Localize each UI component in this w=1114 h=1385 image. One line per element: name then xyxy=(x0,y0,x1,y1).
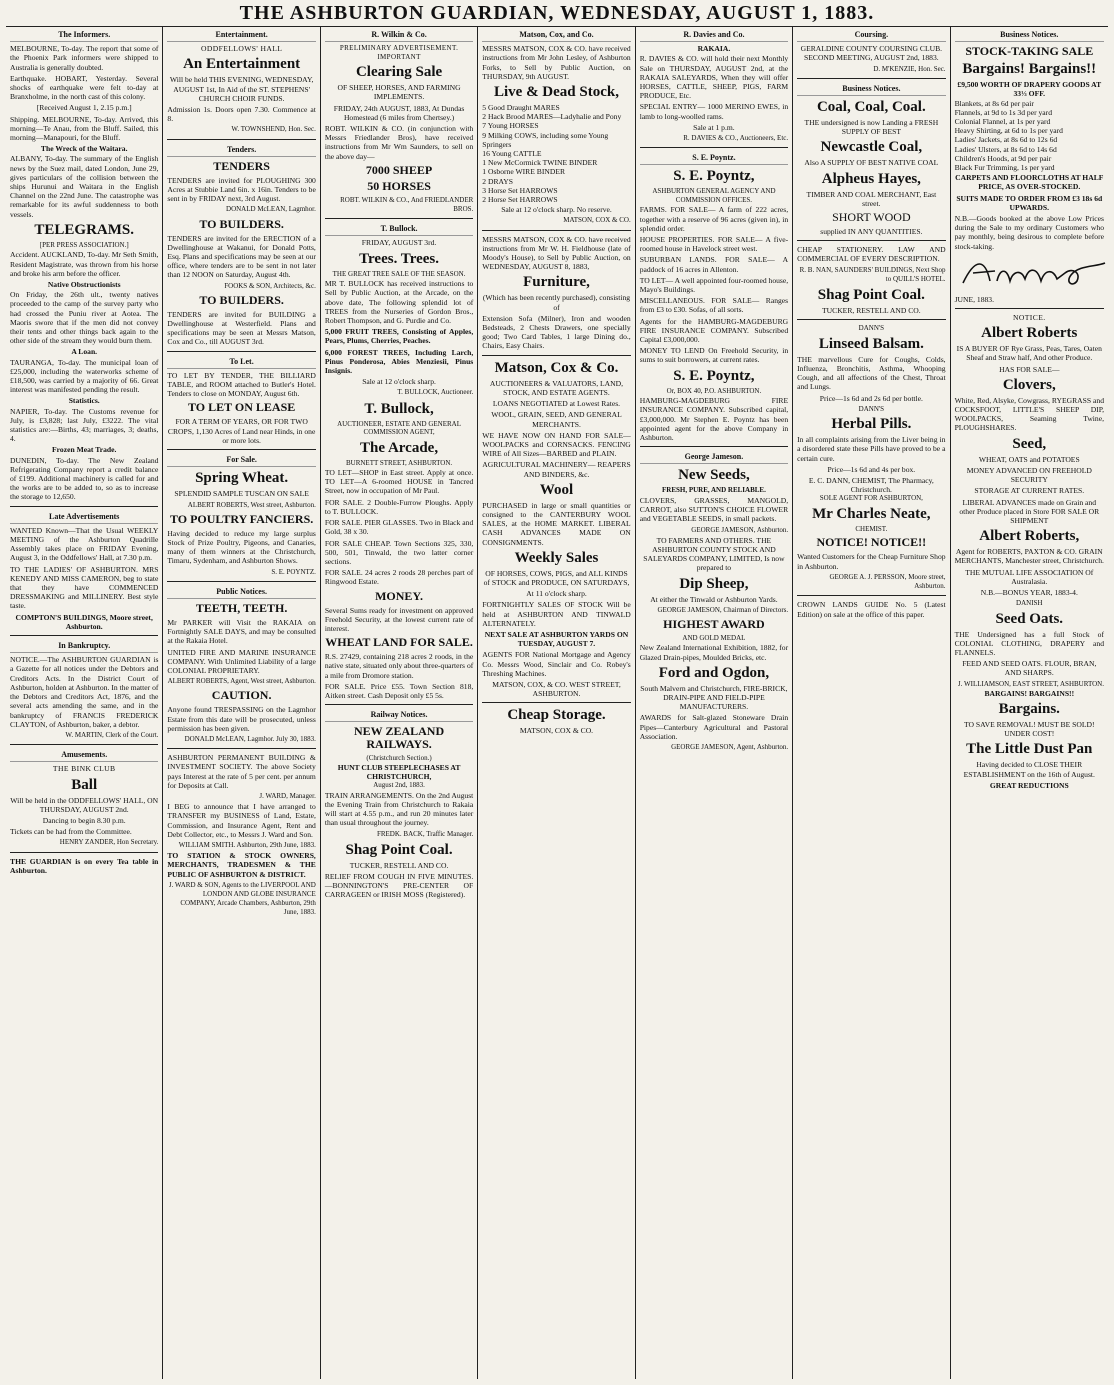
ad-headline: TENDERS xyxy=(213,158,270,173)
signature-text: W. MARTIN, Clerk of the Court. xyxy=(65,730,159,739)
list-item: Flannels, at 9d to 1s 3d per yard xyxy=(954,107,1052,117)
ad-line: FRESH, PURE, AND RELIABLE. xyxy=(661,486,766,495)
ad-headline: SHORT WOOD xyxy=(832,210,911,225)
ad-headline: Wool xyxy=(539,481,574,498)
ad-headline: Furniture, xyxy=(523,274,590,291)
article-title: Frozen Meat Trade. xyxy=(52,445,117,455)
ad-headline: New Seeds, xyxy=(678,467,750,484)
ad-text: HAS FOR SALE— xyxy=(999,364,1060,374)
ad-text: Having decided to reduce my large surplus Stock of Prize Poultry, Pigeons, and Canaries, many of them winners at the Christchurch, Timaru, Sydenham, and Ashburton Shows. xyxy=(167,528,316,566)
section-heading: R. Davies and Co. xyxy=(640,29,788,42)
ad-headline: Bargains. xyxy=(998,701,1060,718)
list-item: 1 Osborne WIRE BINDER xyxy=(482,167,566,177)
ad-text: FOR SALE. Price £55. Town Section 818, Aitken street. Cash Deposit only £5 5s. xyxy=(324,681,474,700)
ad-text: CROWN LANDS GUIDE No. 5 (Latest Edition) on sale at the office of this paper. xyxy=(797,600,946,619)
column-5 xyxy=(636,27,793,1379)
section-heading: Amusements. xyxy=(10,749,158,762)
section-heading: To Let. xyxy=(167,356,315,369)
section-heading: Coursing. xyxy=(797,29,945,42)
ad-text: In all complaints arising from the Liver being in a disordered state these Pills have proved to be a certain cure. xyxy=(797,435,946,463)
ad-text: MESSRS MATSON, COX & CO. have received instructions from Mr John Lesley, of Ashburton Forks, to Sell by Public Auction, on THURSDAY, 9th AUGUST. xyxy=(482,44,631,81)
ad-line: Or, BOX 40, P.O. ASHBURTON. xyxy=(666,386,762,395)
ad-text: UNITED FIRE AND MARINE INSURANCE COMPANY. With Unlimited Liability of a large COLONIAL PROPRIETARY. xyxy=(167,647,316,675)
ad-text: Several Sums ready for investment on approved Freehold Security, at the lowest current rate of interest. xyxy=(324,605,474,633)
ad-text: THE MUTUAL LIFE ASSOCIATION Of Australasia. xyxy=(965,567,1094,586)
ad-text: White, Red, Alsyke, Cowgrass, RYEGRASS and COCKSFOOT, LITTLE'S SHEEP DIP, WOOLPACKS, Seaming Twine, PLOUGHSHARES. xyxy=(954,395,1104,433)
ad-text: CHEAP STATIONERY. LAW AND COMMERCIAL OF EVERY DESCRIPTION. xyxy=(797,245,946,264)
ad-text: TENDERS are invited for PLOUGHING 300 Acres at Stubbie Land 6in. x 16in. Tenders to be sent in by FRIDAY next, 3rd August. xyxy=(167,175,316,204)
list-item: 2 Hack Brood MARES—Ladyhalie and Pony xyxy=(482,112,622,122)
ad-line: AND GOLD MEDAL xyxy=(682,633,746,642)
section-heading: T. Bullock. xyxy=(325,223,473,236)
list-item: 2 Horse Set HARROWS xyxy=(482,195,558,205)
ad-text: WOOL, GRAIN, SEED, AND GENERAL MERCHANTS. xyxy=(491,410,622,429)
ad-headline: Shag Point Coal. xyxy=(345,841,453,858)
ad-text: Agent for ROBERTS, PAXTON & CO. GRAIN MERCHANTS, Manchester street, Christchurch. xyxy=(954,547,1104,566)
signature-text: GEORGE JAMESON, Ashburton. xyxy=(691,525,789,534)
ad-text: LOANS NEGOTIATED at Lowest Rates. xyxy=(492,399,621,409)
list-item: Children's Hoods, at 9d per pair xyxy=(954,153,1052,163)
ad-text: PURCHASED in large or small quantities or consigned to the CANTERBURY WOOL SALES, at the HOME MARKET. LIBERAL CASH ADVANCES MADE ON CONSIGNMENTS. xyxy=(482,500,631,547)
section-heading: Entertainment. xyxy=(167,29,315,42)
ad-text: Anyone found TRESPASSING on the Lagmhor Estate from this date will be prosecuted, unless permission has been given. xyxy=(167,705,316,733)
ad-text: FARMS. FOR SALE— A farm of 222 acres, together with a reserve of 96 acres (given in), in splendid order. xyxy=(639,205,789,233)
ad-text: RELIEF FROM COUGH IN FIVE MINUTES.—BONNINGTON'S PRE-CENTER OF CARRAGEEN or IRISH MOSS (Registered). xyxy=(324,871,474,900)
ad-headline: NOTICE! NOTICE!! xyxy=(816,535,927,550)
list-item: 2 DRAYS xyxy=(482,176,514,186)
ad-text: THE Undersigned has a full Stock of COLONIAL CLOTHING, DRAPERY and FLANNELS. xyxy=(954,629,1104,658)
list-item: 16 Young CATTLE xyxy=(482,149,542,159)
signature-text: J. WARD & SON, Agents to the LIVERPOOL AND LONDON AND GLOBE INSURANCE COMPANY, Arcade Chambers, Ashburton, 29th June, 1883. xyxy=(168,880,316,917)
ad-text: Agents for the HAMBURG-MAGDEBURG FIRE INSURANCE COMPANY. Subscribed Capital £3,000,000. xyxy=(639,316,789,345)
ad-text: MESSRS MATSON, COX & CO. have received instructions from Mr W. H. Fieldhouse (late of Moody's House), to Sell by Public Auction, on WEDNESDAY, AUGUST 8, 1883, xyxy=(482,234,631,272)
news-item: Earthquake. HOBART, Yesterday. Several shocks of earthquake were felt to-day at Branxholme, in the north cast of this colony. xyxy=(10,73,159,102)
ad-text: TENDERS are invited for BUILDING a Dwellinghouse at Westerfield. Plans and specifications may be seen at Messrs Matson, Cox and Co., till AUGUST 3rd. xyxy=(167,309,316,347)
article-text: TAURANGA, To-day. The municipal loan of £25,000, including the waterworks scheme of £18,500, was carried by a majority of 66. Great interest was manifested pending the result. xyxy=(10,357,159,395)
ad-text: New Zealand International Exhibition, 1882, for Glazed Drain-pipes, Moulded Bricks, etc. xyxy=(639,643,789,662)
column-7 xyxy=(951,27,1108,1379)
ad-text: TO STATION & STOCK OWNERS, MERCHANTS, TRADESMEN & THE PUBLIC OF ASHBURTON & DISTRICT. xyxy=(167,851,316,879)
signature-text: R. B. NAN, SAUNDERS' BUILDINGS, Next Shop to QUILL'S HOTEL. xyxy=(799,265,946,283)
ad-text: At 11 o'clock sharp. xyxy=(526,589,587,599)
list-item: 7 Young HORSES xyxy=(482,121,539,131)
telegrams-title: TELEGRAMS. xyxy=(34,221,135,238)
ad-text: Will be held in the ODDFELLOWS' HALL, ON THURSDAY, AUGUST 2nd. xyxy=(10,795,159,814)
ad-text: OF HORSES, COWS, PIGS, and ALL KINDS of STOCK and PRODUCE, ON SATURDAYS, xyxy=(483,568,630,587)
ad-headline: MONEY. xyxy=(375,588,424,603)
ad-line: DANISH xyxy=(1016,599,1043,608)
ad-text: AUCTIONEERS & VALUATORS, LAND, STOCK, AND ESTATE AGENTS. xyxy=(489,378,624,397)
signature-text: FOOKS & SON, Architects, &c. xyxy=(224,281,316,290)
signature-text: ROBT. WILKIN & CO., And FRIEDLANDER BROS. xyxy=(340,195,474,214)
list-item: Blankets, at 8s 6d per pair xyxy=(954,98,1034,108)
signature-text: ALBERT ROBERTS, West street, Ashburton. xyxy=(187,500,316,509)
section-heading: The Informers. xyxy=(10,29,158,42)
article-text: ALBANY, To-day. The summary of the English news by the Suez mail, dated London, June 29, gives particulars of the collision between the ships Hurunui and Waitara in the English Channel on the 22nd June. The catastrophe was remarkable for its awful suddenness to both vessels. xyxy=(10,154,159,219)
ad-line: THE BINK CLUB xyxy=(52,764,116,774)
signature-text: GEORGE JAMESON, Chairman of Directors. xyxy=(657,605,789,614)
ad-headline: The Little Dust Pan xyxy=(966,741,1093,758)
ad-text: THE undersigned is now Landing a FRESH SUPPLY OF BEST xyxy=(804,118,939,137)
ad-headline: Ford and Ogdon, xyxy=(658,664,770,681)
ad-headline: The Arcade, xyxy=(360,439,439,456)
ad-headline: Mr Charles Neate, xyxy=(812,505,931,522)
list-item: 5 Good Draught MARES xyxy=(482,103,560,113)
signature-text: DONALD McLEAN, Lagmhor. July 30, 1883. xyxy=(184,734,316,743)
ad-headline: Shag Point Coal. xyxy=(817,287,925,304)
ad-headline: An Entertainment xyxy=(183,56,301,73)
ad-text: GERALDINE COUNTY COURSING CLUB. SECOND MEETING, AUGUST 2nd, 1883. xyxy=(800,44,943,63)
ad-headline: Bargains! Bargains!! xyxy=(962,61,1097,78)
article-title: A Loan. xyxy=(71,347,98,357)
ad-text: FEED AND SEED OATS. FLOUR, BRAN, AND SHARPS. xyxy=(962,659,1097,678)
ad-line: IMPORTANT xyxy=(377,52,421,61)
signature-text: MATSON, COX, & CO. WEST STREET, ASHBURTON. xyxy=(492,679,621,699)
ad-headline: Coal, Coal, Coal. xyxy=(816,99,926,116)
article-text: On Friday, the 26th ult., twenty natives proceeded to the camp of the survey party who had crossed the Puniu river at Aotea. The Maoris swore that if the men did not convey their tents and other things back again to the other side of the stream they would burn them. xyxy=(10,290,159,346)
ad-text: Wanted Customers for the Cheap Furniture Shop in Ashburton. xyxy=(797,552,946,571)
signature-text: HENRY ZANDER, Hon Secretary. xyxy=(59,838,159,847)
ad-text: CLOVERS, GRASSES, MANGOLD, CARROT, also SUTTON'S CHOICE FLOWER and VEGETABLE SEEDS, in small packets. xyxy=(639,495,789,524)
ad-headline: Live & Dead Stock, xyxy=(493,84,619,101)
ad-text: WE HAVE NOW ON HAND FOR SALE— WOOLPACKS and CORNSACKS. FENCING WIRE of All Sizes—BARBED and PLAIN. xyxy=(482,430,631,459)
telegrams-sub: [PER PRESS ASSOCIATION.] xyxy=(39,240,129,249)
ad-line: ODDFELLOWS' HALL xyxy=(200,44,283,54)
signature-text: MATSON, COX & CO. xyxy=(563,216,631,225)
section-heading: Business Notices. xyxy=(955,29,1104,42)
ad-text: IS A BUYER OF Rye Grass, Peas, Tares, Oaten Sheaf and Straw half, And other Produce. xyxy=(956,344,1102,363)
section-heading: George Jameson. xyxy=(640,451,788,464)
ad-text: TUCKER, RESTELL AND CO. xyxy=(822,306,921,316)
section-heading: Late Advertisements xyxy=(10,511,158,524)
list-item: 9 Milking COWS, including some Young Springers xyxy=(482,130,609,149)
column-2 xyxy=(163,27,320,1379)
news-item: MELBOURNE, To-day. The report that some of the Phoenix Park informers were shipped to Australia is generally doubted. xyxy=(10,44,159,72)
ad-text: HOUSE PROPERTIES. FOR SALE— A five-roomed house in Havelock street west. xyxy=(639,235,789,254)
news-item: Shipping. MELBOURNE, To-day. Arrived, this morning—Te Anau, from the Bluff. Sailed, this morning—Manapouri, for the Bluff. xyxy=(10,114,159,143)
ad-text: FORTNIGHTLY SALES OF STOCK Will be held at ASHBURTON AND TINWALD ALTERNATELY. xyxy=(482,600,631,628)
ad-line: PRELIMINARY ADVERTISEMENT. xyxy=(339,44,459,53)
ad-text: Will be held THIS EVENING, WEDNESDAY, AUGUST 1st, In Aid of the ST. STEPHENS' CHURCH CHOIR FUNDS. xyxy=(169,75,314,103)
list-item: 3 Horse Set HARROWS xyxy=(482,185,558,195)
signature-text: S. E. POYNTZ. xyxy=(271,567,316,576)
ad-line: DANN'S xyxy=(858,324,885,333)
ad-text: Also A SUPPLY OF BEST NATIVE COAL xyxy=(804,158,939,168)
ad-text: FRIDAY, 24th AUGUST, 1883, At Dundas Homestead (6 miles from Chertsey.) xyxy=(333,103,465,122)
ad-text: STORAGE AT CURRENT RATES. xyxy=(974,486,1085,496)
date-line: JUNE, 1883. xyxy=(954,294,995,304)
ad-text: Extension Sofa (Milner), Iron and wooden Bedsteads, 2 Chests Drawers, one specially good; Two Card Tables, 1 large Dining do., Chairs, Easy Chairs. xyxy=(482,313,631,351)
ad-text: (Which has been recently purchased), consisting of xyxy=(482,293,631,312)
ad-text: Having decided to CLOSE THEIR ESTABLISHMENT on the 16th of August. xyxy=(963,760,1095,779)
stock-list xyxy=(482,103,630,204)
advertisement: WANTED Known—That the Usual WEEKLY MEETING of the Ashburton Quadrille Assembly takes place on FRIDAY Evening, August 3, in the Oddfellows' Hall, at 7.30 p.m. xyxy=(10,525,159,563)
section-heading: For Sale. xyxy=(167,454,315,467)
ad-text: TO FARMERS AND OTHERS. THE ASHBURTON COUNTY STOCK AND SALEYARDS COMPANY, LIMITED, Is now prepared to xyxy=(643,535,785,573)
ad-text: HAMBURG-MAGDEBURG FIRE INSURANCE COMPANY. Subscribed capital, £3,000,000. Mr Stephen E. Poyntz has been appointed agent for the above Company in Ashburton. xyxy=(639,396,789,442)
ad-line: ASHBURTON GENERAL AGENCY AND COMMISSION OFFICES. xyxy=(652,187,776,204)
section-heading: Business Notices. xyxy=(797,83,945,96)
advertisement: COMPTON'S BUILDINGS, Moore street, Ashburton. xyxy=(15,612,153,631)
ad-headline: NEW ZEALAND RAILWAYS. xyxy=(353,724,445,752)
ad-text: At either the Tinwald or Ashburton Yards. xyxy=(650,594,778,604)
ad-text: Admission 1s. Doors open 7.30. Commence at 8. xyxy=(167,105,316,124)
ad-line: DANN'S xyxy=(858,404,885,413)
section-heading: S. E. Poyntz. xyxy=(640,152,788,165)
ad-headline: Herbal Pills. xyxy=(831,416,912,433)
article-text: NAPIER, To-day. The Customs revenue for July, is £3,828; last July, £3222. The vital statistics are:—Births, 43; marriages, 3; deaths, 4. xyxy=(10,406,159,444)
ad-text: Tickets can be had from the Committee. xyxy=(10,827,132,837)
ad-text: AWARDS for Salt-glazed Stoneware Drain Pipes—Canterbury Agricultural and Pastoral Association. xyxy=(639,713,789,741)
ad-line: BURNETT STREET, ASHBURTON. xyxy=(345,458,453,467)
article-title: Native Obstructionists xyxy=(47,279,121,289)
newspaper-page xyxy=(6,27,1108,1379)
section-heading: Matson, Cox, and Co. xyxy=(482,29,630,42)
signature-text: W. TOWNSHEND, Hon. Sec. xyxy=(231,125,316,134)
ad-text: Price—1s 6d and 2s 6d per bottle. xyxy=(819,393,923,403)
ad-text: N.B.—Goods booked at the above Low Prices during the Sale to my ordinary Customers who pay monthly, being desirous to complete before stock-taking. xyxy=(954,214,1104,251)
ad-text: Sale at 12 o'clock sharp. xyxy=(362,377,436,387)
ad-line: (Christchurch Section.) xyxy=(366,754,432,763)
ad-headline: T. Bullock, xyxy=(364,400,434,417)
masthead: THE ASHBURTON GUARDIAN, WEDNESDAY, AUGUST 1, 1883. xyxy=(6,0,1108,27)
ad-headline: Matson, Cox & Co. xyxy=(494,359,619,376)
ad-text: ASHBURTON PERMANENT BUILDING & INVESTMENT SOCIETY. The above Society pays Interest at the rate of 5 per cent. per annum for Deposits at Call. xyxy=(167,753,316,790)
ad-headline: Albert Roberts xyxy=(981,325,1078,342)
column-3 xyxy=(321,27,478,1379)
ad-text: South Malvern and Christchurch, FIRE-BRICK, DRAIN-PIPE AND FIELD-PIPE MANUFACTURERS. xyxy=(640,683,788,712)
ad-headline: STOCK-TAKING SALE xyxy=(965,44,1094,59)
column-1 xyxy=(6,27,163,1379)
signature-text: R. DAVIES & CO., Auctioneers, Etc. xyxy=(683,134,789,143)
list-item: Ladies' Jackets, at 8s 6d to 12s 6d xyxy=(954,135,1058,145)
section-heading: Railway Notices. xyxy=(325,709,473,722)
list-item: Heavy Shirting, at 6d to 1s per yard xyxy=(954,126,1063,136)
ad-text: TENDERS are invited for the ERECTION of a Dwellinghouse at Wakanui, for Donald Potts, Esq. Plans and specifications may be seen at our office, where tenders are to be sent in not later than 12 NOON on Saturday, August 4th. xyxy=(167,233,316,280)
ad-text: FOR SALE. 24 acres 2 roods 28 perches part of Ringwood Estate. xyxy=(324,568,474,587)
ad-text: WHEAT, OATS and POTATOES xyxy=(978,454,1080,464)
ad-text: FOR SALE. 2 Double-Furrow Ploughs. Apply to T. BULLOCK. xyxy=(324,497,474,516)
ad-line: FRIDAY, AUGUST 3rd. xyxy=(361,238,437,248)
signature-text: E. C. DANN, CHEMIST, The Pharmacy, Christchurch. xyxy=(808,476,934,495)
ad-text: TIMBER AND COAL MERCHANT, East street. xyxy=(806,189,937,208)
ad-headline: Albert Roberts, xyxy=(979,528,1080,545)
ad-headline: Linseed Balsam. xyxy=(818,335,924,352)
list-item: Colonial Flannel, at 1s per yard xyxy=(954,117,1051,127)
ad-headline: 50 HORSES xyxy=(367,178,431,193)
list-item: Ladies' Ulsters, at 8s 6d to 14s 6d xyxy=(954,144,1057,154)
ad-line: BARGAINS! BARGAINS!! xyxy=(984,688,1075,698)
ad-text: MONEY TO LEND On Freehold Security, in sums to suit borrowers, at current rates. xyxy=(639,346,789,365)
signature-text: DONALD McLEAN, Lagmhor. xyxy=(226,205,316,214)
ad-text: CARPETS AND FLOORCLOTHS AT HALF PRICE, AS OVER-STOCKED. xyxy=(955,173,1104,192)
ad-text: TUCKER, RESTELL AND CO. xyxy=(349,860,449,870)
list-item: 1 New McCormick TWINE BINDER xyxy=(482,158,598,168)
ad-line: SOLE AGENT FOR ASHBURTON, xyxy=(819,494,923,503)
ad-line: £9,500 WORTH OF DRAPERY GOODS AT 33⅓ OFF. xyxy=(957,80,1102,99)
signature-text: J. WARD, Manager. xyxy=(259,791,316,800)
ad-text: AGENTS FOR National Mortgage and Agency Co. Messrs Wood, Sinclair and Co. Robey's Threshing Machines. xyxy=(482,650,631,678)
list-item: Black Fur Trimming, 1s per yard xyxy=(954,163,1055,173)
ad-headline: S. E. Poyntz, xyxy=(673,367,755,384)
ad-headline: Alpheus Hayes, xyxy=(821,170,921,187)
ad-headline: TO POULTRY FANCIERS. xyxy=(169,511,314,526)
ad-text: Price—1s 6d and 4s per box. xyxy=(827,464,916,474)
section-heading: In Bankruptcy. xyxy=(10,640,158,653)
section-heading: Tenders. xyxy=(167,144,315,157)
ad-text: SPECIAL ENTRY— 1000 MERINO EWES, in lamb to long-woolled rams. xyxy=(639,102,789,121)
ad-text: I BEG to announce that I have arranged to TRANSFER my BUSINESS of Land, Estate, Commission, and Insurance Agent, Rent and Debt Collector, etc., to Messrs J. Ward and Son. xyxy=(167,802,316,839)
ad-text: R. DAVIES & CO. will hold their next Monthly Sale on THURSDAY, AUGUST 2nd, at the RAKAIA SALEYARDS, When they will offer HORSES, CATTLE, SHEEP, PIGS, FARM PRODUCE, Etc. xyxy=(639,54,789,101)
ad-text: TO LET BY TENDER, THE BILLIARD TABLE, and ROOM attached to Butler's Hotel. Tenders to close on MONDAY, August 6th. xyxy=(167,370,316,399)
signature-text: GEORGE A. J. PERSSON, Moore street, Ashburton. xyxy=(829,572,946,591)
ad-text: FOR SALE CHEAP. Town Sections 325, 330, 500, 501, Tinwald, the two latter corner sections. xyxy=(324,538,474,566)
column-4 xyxy=(478,27,635,1379)
ad-text: N.B.—BONUS YEAR, 1883-4. xyxy=(980,587,1078,597)
ad-headline: Seed, xyxy=(1012,435,1047,452)
ad-headline: TO BUILDERS. xyxy=(199,292,284,307)
ad-headline: Weekly Sales xyxy=(514,549,599,566)
ad-headline: TO LET ON LEASE xyxy=(187,400,296,415)
ad-text: supplied IN ANY QUANTITIES. xyxy=(820,227,923,237)
guardian-notice: THE GUARDIAN is on every Tea table in Ashburton. xyxy=(10,856,159,875)
advertisement: TO THE LADIES' OF ASHBURTON. MRS KENEDY AND MISS CAMERON, beg to state that they have COMMENCED DRESSMAKING and MILLINERY. Best style taste. xyxy=(10,564,159,611)
signature-text: MATSON, COX & CO. xyxy=(519,726,594,736)
signature-text: J. WILLIAMSON, EAST STREET, ASHBURTON. xyxy=(957,679,1104,688)
signature-text: T. BULLOCK, Auctioneer. xyxy=(397,388,474,397)
ad-text: SUITS MADE TO ORDER FROM £3 18s 6d UPWARDS. xyxy=(956,193,1103,212)
ad-text: TO LET— A well appointed four-roomed house, Mayo's Buildings. xyxy=(639,275,789,295)
ad-line: RAKAIA. xyxy=(697,44,731,54)
signature-text: FREDK. BACK, Traffic Manager. xyxy=(376,829,474,838)
ad-line: August 2nd, 1883. xyxy=(373,781,425,790)
ad-headline: WHEAT LAND FOR SALE. xyxy=(325,635,473,650)
legal-notice: NOTICE.—The ASHBURTON GUARDIAN is a Gazette for all notices under the Debtors and Creditors Acts. In the District Court of Ashburton, holden at Ashburton. In the matter of the Debtors and Creditors Act, 1876, and the several acts amending the same, and in the bankruptcy of FRANCIS FREDERICK CLAYTON, of Ashburton, baker, a debtor. xyxy=(10,655,159,729)
ad-headline: Ball xyxy=(71,776,98,793)
handwritten-signature xyxy=(955,253,1104,295)
ad-headline: Newcastle Coal, xyxy=(820,139,923,156)
ad-line: CHEMIST. xyxy=(855,524,888,533)
ad-text: NEXT SALE AT ASHBURTON YARDS ON TUESDAY, AUGUST 7. xyxy=(484,629,629,649)
ad-text: Dancing to begin 8.30 p.m. xyxy=(42,815,126,825)
signature-text: ALBERT ROBERTS, Agent, West street, Ashburton. xyxy=(167,677,316,686)
ad-text: SPLENDID SAMPLE TUSCAN ON SALE xyxy=(174,489,309,499)
ad-line: GREAT REDUCTIONS xyxy=(989,780,1069,790)
ad-headline: TO BUILDERS. xyxy=(199,216,284,231)
ad-headline: CAUTION. xyxy=(211,688,272,703)
column-6 xyxy=(793,27,950,1379)
ad-text: AGRICULTURAL MACHINERY— REAPERS AND BINDERS, &c. xyxy=(482,460,631,479)
ad-headline: 7000 SHEEP xyxy=(365,162,433,177)
ad-line: HUNT CLUB STEEPLECHASES AT CHRISTCHURCH, xyxy=(337,762,461,782)
article-title: The Wreck of the Waitara. xyxy=(40,144,128,154)
ad-text: FOR SALE. PIER GLASSES. Two in Black and Gold, 38 x 30. xyxy=(324,518,474,537)
ad-headline: S. E. Poyntz, xyxy=(673,168,755,185)
ad-text: LIBERAL ADVANCES made on Grain and other Produce placed in Store FOR SALE OR SHIPMENT xyxy=(959,497,1100,525)
ad-text: Sale at 12 o'clock sharp. No reserve. xyxy=(501,205,612,215)
ad-text: Mr PARKER will Visit the RAKAIA on Fortnightly SALE DAYS, and may be consulted at the Rakaia Hotel. xyxy=(167,617,316,646)
news-item: [Received August 1, 2.15 p.m.] xyxy=(36,103,132,113)
ad-headline: Trees. Trees. xyxy=(359,250,439,267)
article-text: Accident. AUCKLAND, To-day. Mr Seth Smith, Resident Magistrate, was thrown from his horse and broke his arm before the officer. xyxy=(10,250,159,278)
ad-text: R.S. 27429, containing 218 acres 2 roods, in the native state, situated only about three-quarters of a mile from Dromore station. xyxy=(324,652,474,680)
ad-text: ROBT. WILKIN & CO. (in conjunction with Messrs Friedlander Bros), have received instructions from Mr Wm Saunders, to sell on the above day— xyxy=(324,124,474,161)
ad-text: 6,000 FOREST TREES, Including Larch, Pinus Ponderosa, Abies Menziesii, Pinus Insignis. xyxy=(324,347,474,375)
ad-line: NOTICE. xyxy=(1013,313,1046,323)
ad-text: THE marvellous Cure for Coughs, Colds, Influenza, Bronchitis, Asthma, Whooping Cough, and all affections of the Chest, Throat and Lungs. xyxy=(797,354,946,392)
ad-headline: Dip Sheep, xyxy=(679,575,749,592)
ad-headline: Clearing Sale xyxy=(355,64,443,81)
ad-text: MONEY ADVANCED ON FREEHOLD SECURITY xyxy=(966,465,1092,485)
ad-text: OF SHEEP, HORSES, AND FARMING IMPLEMENTS. xyxy=(337,83,461,102)
section-heading: R. Wilkin & Co. xyxy=(325,29,473,42)
price-list xyxy=(955,99,1104,173)
ad-text: TO SAVE REMOVAL! MUST BE SOLD! UNDER COST! xyxy=(964,720,1095,739)
ad-text: SUBURBAN LANDS. FOR SALE— A paddock of 16 acres in Allenton. xyxy=(639,255,789,274)
ad-text: FOR A TERM OF YEARS, OR FOR TWO CROPS, 1,130 Acres of Land near Hinds, in one or more lots. xyxy=(167,417,316,445)
ad-headline: Spring Wheat. xyxy=(195,470,289,487)
ad-text: 5,000 FRUIT TREES, Consisting of Apples, Pears, Plums, Cherries, Peaches. xyxy=(324,327,474,346)
section-heading: Public Notices. xyxy=(167,586,315,599)
ad-text: MR T. BULLOCK has received instructions to Sell by Public Auction, at the Arcade, on the above date, The following splendid lot of TREES from the Nurseries of Gordon Bros., Robert Thompson, and G. Purdie and Co. xyxy=(324,279,474,325)
signature-svg xyxy=(955,253,1108,293)
ad-text: TO LET—SHOP in East street. Apply at once. TO LET—A 6-roomed HOUSE in Tancred Street, now in occupation of Mr Paul. xyxy=(324,468,474,496)
ad-text: TRAIN ARRANGEMENTS. On the 2nd August the Evening Train from Christchurch to Rakaia will start at 4.55 p.m., and run 20 minutes later than usual throughout the journey. xyxy=(324,790,474,828)
article-title: Statistics. xyxy=(68,396,100,406)
signature-text: D. M'KENZIE, Hon. Sec. xyxy=(873,64,946,73)
signature-text: WILLIAM SMITH. Ashburton, 29th June, 1883. xyxy=(178,840,316,849)
ad-headline: TEETH, TEETH. xyxy=(195,600,288,615)
ad-text: Sale at 1 p.m. xyxy=(693,122,735,132)
ad-text: MISCELLANEOUS. FOR SALE— Ranges from £3 to £30. Sofas, of all sorts. xyxy=(639,296,789,315)
article-text: DUNEDIN, To-day. The New Zealand Refrigerating Company report a credit balance of £199. Additional machinery is called for and the works are to be added to, so as to increase the storage to 12,650. xyxy=(10,455,159,502)
ad-line: THE GREAT TREE SALE OF THE SEASON. xyxy=(332,269,466,278)
ad-headline: Cheap Storage. xyxy=(507,707,606,724)
ad-headline: Clovers, xyxy=(1002,376,1056,393)
ad-headline: Seed Oats. xyxy=(995,610,1064,627)
ad-line: AUCTIONEER, ESTATE AND GENERAL COMMISSION AGENT, xyxy=(337,419,461,437)
ad-headline: HIGHEST AWARD xyxy=(663,616,765,631)
signature-text: GEORGE JAMESON, Agent, Ashburton. xyxy=(671,743,789,752)
